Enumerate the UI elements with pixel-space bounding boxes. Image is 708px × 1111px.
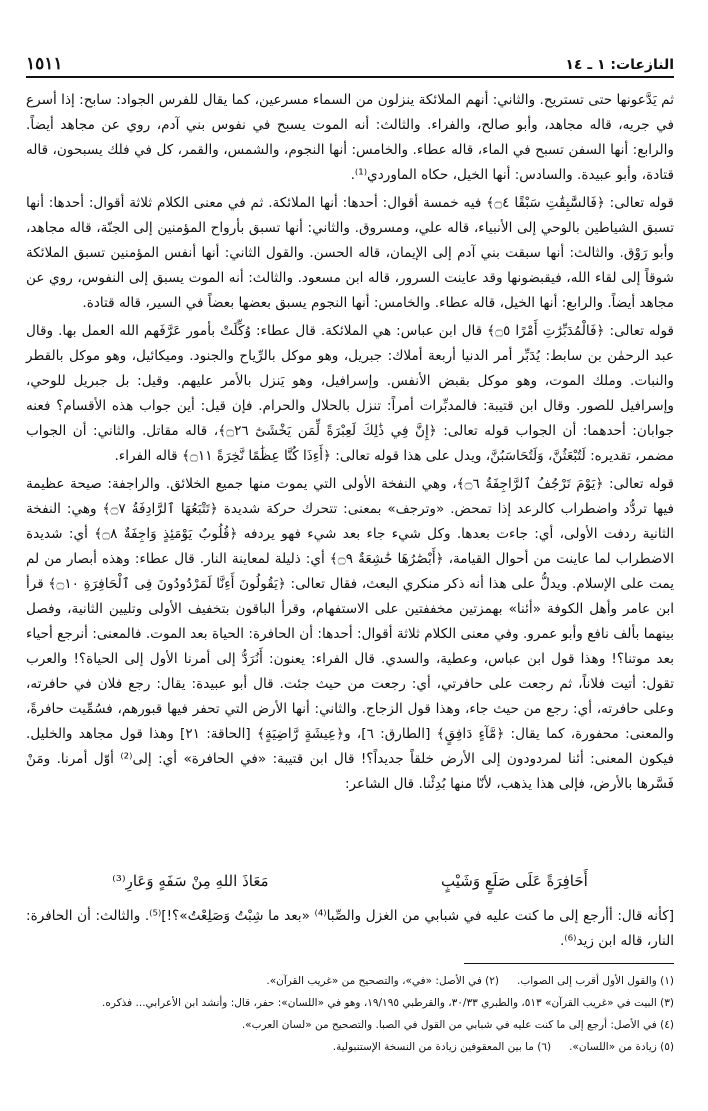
verse-hemistich: أَحَافِرَةً عَلَى صَلَعٍ وَشَيْبٍ [441, 872, 588, 890]
footnote: (٤) في الأصل: أرجع إلى ما كنت عليه في شبابي من القول في الصبا. والتصحيح من «لسان العرب». [241, 1019, 674, 1031]
footnotes [26, 970, 674, 1058]
running-title: النازعات: ١ ـ ١٤ [565, 57, 674, 73]
footnote-row [26, 1036, 674, 1058]
footnote-row [26, 970, 674, 992]
footnote-divider [464, 963, 674, 964]
footnote: (٥) زيادة من «اللسان». [569, 1041, 674, 1053]
paragraph: قوله تعالى: ﴿فَالْمُدَبِّرَٰتِ أَمْرًا ۝٥﴾ قال ابن عباس: هي الملائكة. قال عطاء: وُكِّلَتْ بأمور عَرَّفَهم الله العمل بها. وقال عبد الرحمٰن بن سابط: يُدَبِّر أمر الدنيا أربعة أملاك: جبريل، وهو موكل بالرِّياح والجنود. وميكائيل، وهو موكل بالقطر والنبات. وملك الموت، وهو موكل بقبض الأنفس. وإسرافيل، وهو يَنزل بالأمر عليهم. وقيل: بل جبريل للوحي، وإسرافيل للصور. وقال ابن قتيبة: فالمدبِّرات أمراً: تنزل بالحلال والحرام. فإن قيل: أين جواب هذه الأقسام؟ فعنه جوابان: أحدهما: أن الجواب قوله تعالى: ﴿إِنَّ فِي ذَٰلِكَ لَعِبْرَةً لِّمَن يَخْشَىٰٓ ۝٢٦﴾، قاله مقاتل. والثاني: أن الجواب مضمر، تقديره: لَتُبْعَثُنَّ، وَلَتُحَاسَبُنَّ، ويدل على هذا قوله تعالى: ﴿أَءِذَا كُنَّا عِظَٰمًا نَّخِرَةً ۝١١﴾ قاله الفراء. [26, 323, 674, 464]
footnote: (٢) في الأصل: «في»، والتصحيح من «غريب القرآن». [266, 975, 500, 987]
footnote-row [26, 1014, 674, 1036]
page-header [26, 50, 674, 78]
paragraph: قوله تعالى: ﴿فَالسَّٰبِقَٰتِ سَبْقًا ۝٤﴾ فيه خمسة أقوال: أحدها: أنها الملائكة. ثم في معنى الكلام ثلاثة أقوال: أحدها: أنها تسبق الشياطين بالوحي إلى الأنبياء، قاله علي، ومسروق. والثاني: أنها تسبق بأرواح المؤمنين إلى الجنّة، قاله مجاهد، وأبو رَوْق. والثالث: أنها سبقت بني آدم إلى الإيمان، قاله الحسن. والقول الثاني: أنها أنفس المؤمنين تسبق الملائكة شوقاً إلى لقاء الله، فيقبضونها وقد عاينت السرور، قاله ابن مسعود. والثالث: أنه الموت يسبق إلى النفوس، روي عن مجاهد أيضاً. والرابع: أنها الخيل، قاله عطاء. والخامس: أنها النجوم يسبق بعضها بعضاً في السير، قاله قتادة. [26, 195, 675, 311]
verse-hemistich: مَعَاذَ اللهِ مِنْ سَفَهٍ وَعَارِ⁽³⁾ [112, 872, 269, 890]
footnote-row [26, 992, 674, 1014]
footnote: (٦) ما بين المعقوفين زيادة من النسخة الإستنبولية. [332, 1041, 552, 1053]
paragraph: [كأنه قال: أأرجع إلى ما كنت عليه في شبابي من الغزل والصِّبا⁽⁴⁾ «بعد ما شِبْتُ وَصَلِعْتُ»؟!]⁽⁵⁾. والثالث: أن الحافرة: النار، قاله ابن زيد⁽⁶⁾. [26, 908, 674, 949]
main-text [26, 88, 674, 800]
footnote: (١) والقول الأول أقرب إلى الصواب. [517, 975, 674, 987]
paragraph: ثم يَدَّعونها حتى تستريح. والثاني: أنهم الملائكة ينزلون من السماء مسرعين، كما يقال للفرس الجواد: سابح: إذا أسرع في جريه، قاله مجاهد، وأبو صالح، والفراء. والثالث: أنه الموت يسبح في نفوس بني آدم، روي عن مجاهد أيضاً. والرابع: أنها السفن تسبح في الماء، قاله عطاء. والخامس: أنها النجوم، والشمس، والقمر، كل في فلك يسبحون، قاله قتادة، وأبو عبيدة. والسادس: أنها الخيل، حكاه الماوردي⁽¹⁾. [26, 92, 674, 183]
footnote: (٣) البيت في «غريب القرآن» ٥١٣، والطبري ٣٠/٣٣، والقرطبي ١٩/١٩٥، وهو في «اللسان»: حفر، قال: وأنشد ابن الأعرابي... فذكره. [102, 997, 674, 1009]
page-number: ١٥١١ [26, 54, 63, 74]
paragraph: قوله تعالى: ﴿يَوْمَ تَرْجُفُ ٱلرَّاجِفَةُ ۝٦﴾، وهي النفخة الأولى التي يموت منها جميع الخلائق. والراجفة: صيحة عظيمة فيها تردُّد واضطراب كالرعد إذا تمحض. «وترجف» بمعنى: تتحرك حركة شديدة ﴿تَتْبَعُهَا ٱلرَّادِفَةُ ۝٧﴾ وهي: النفخة الثانية ردفت الأولى، أي: جاءت بعدها. وكل شيء جاء بعد شيء فهو يردفه ﴿قُلُوبٌ يَوْمَئِذٍ وَاجِفَةٌ ۝٨﴾ أي: شديدة الاضطراب لما عاينت من أحوال القيامة، ﴿أَبْصَٰرُهَا خَٰشِعَةٌ ۝٩﴾ أي: ذليلة لمعاينة النار. قال عطاء: وهذه أبصار من لم يمت على الإسلام. ويدلُّ على هذا أنه ذكر منكري البعث، فقال تعالى: ﴿يَقُولُونَ أَءِنَّا لَمَرْدُودُونَ فِى ٱلْحَافِرَةِ ۝١٠﴾ قرأ ابن عامر وأهل الكوفة «أئنا» بهمزتين مخففتين على الاستفهام، وقرأ الباقون بتخفيف الأولى وتليين الثانية، وفصل بينهما بألف نافع وأبو عمرو. وفي معنى الكلام ثلاثة أقوال: أحدها: أن الحافرة: الحياة بعد الموت. فالمعنى: أنرجع أحياء بعد موتنا؟! وهذا قول ابن عباس، وعطية، والسدي. قال الفراء: يعنون: أَنُرَدُّ إلى أمرنا الأول إلى الحياة؟! والعرب تقول: أتيت فلاناً، ثم رجعت على حافرتي، أي: رجعت من حيث جئت. قال أبو عبيدة: يقال: رجع فلان في حافرته، وعلى حافرته، أي: رجع من حيث جاء، وهذا قول الزجاج. والثاني: أنها الأرض التي تحفر فيها قبورهم، فسُمِّيت حافرةً، والمعنى: محفورة، كما يقال: ﴿مَّآءٍ دَافِقٍ﴾ [الطارق: ٦]، و﴿عِيشَةٍ رَّاضِيَةٍ﴾ [الحاقة: ٢١] وهذا قول مجاهد والخليل. فيكون المعنى: أئنا لمردودون إلى الأرض خلقاً جديداً؟! قال ابن قتيبة: «في الحافرة» أي: إلى⁽²⁾ أوّل أمرنا. ومَنْ فَسَّرها بالأرض، فإلى هذا يذهب، لأنّا منها بُدِئْنا. قال الشاعر: [26, 476, 675, 792]
main-text-continued [26, 904, 674, 954]
poetry-verse [26, 872, 674, 900]
